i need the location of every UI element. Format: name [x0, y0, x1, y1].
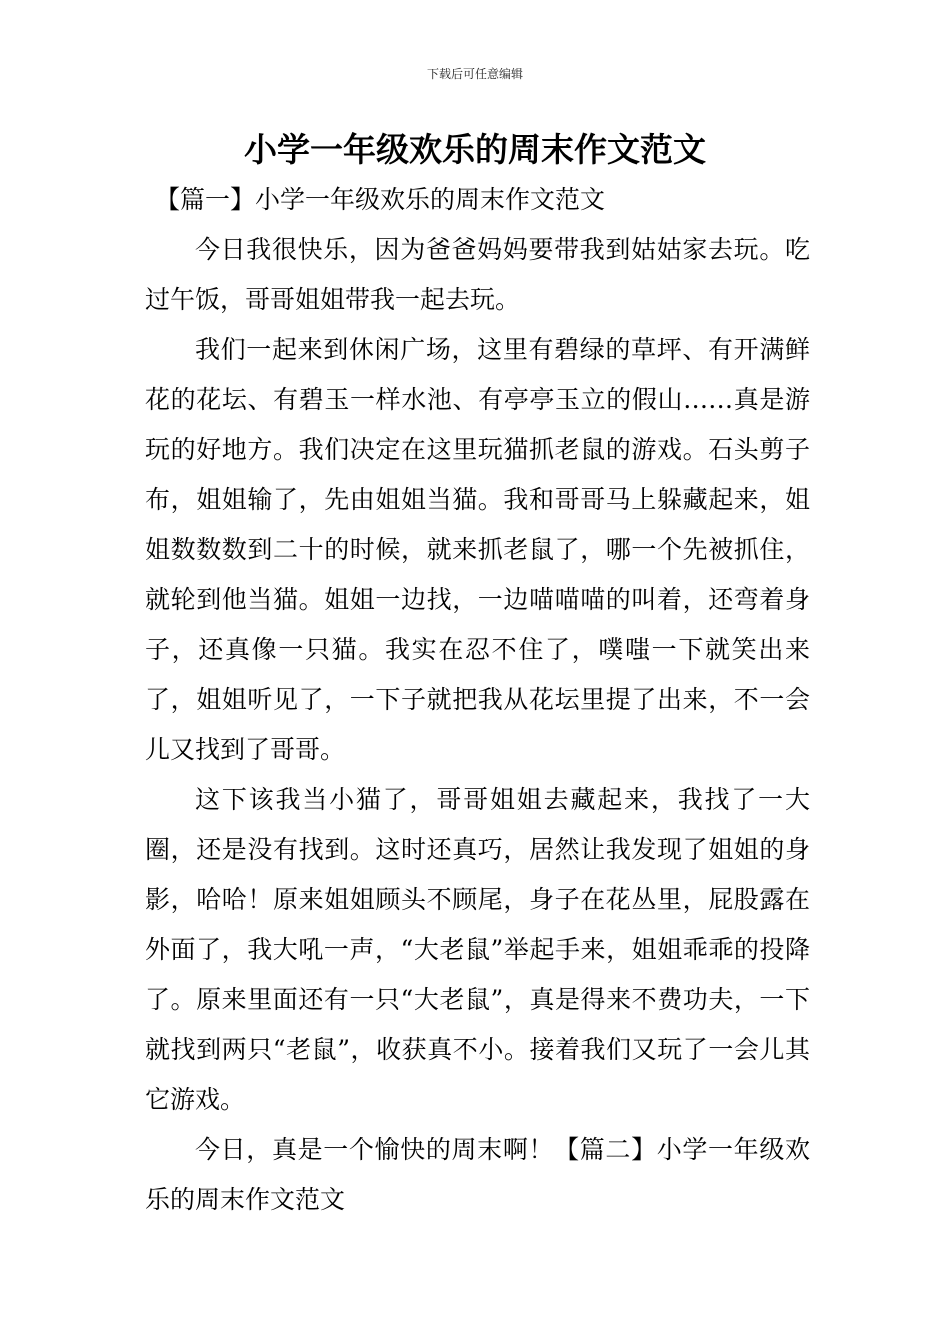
document-title: 小学一年级欢乐的周末作文范文 [244, 130, 706, 169]
paragraph-3: 这下该我当小猫了，哥哥姐姐去藏起来，我找了一大圈，还是没有找到。这时还真巧，居然让我发现了姐姐的身影，哈哈！原来姐姐顾头不顾尾，身子在花丛里，屁股露在外面了，我大吼一声，“大老鼠”举起手来，姐姐乖乖的投降了。原来里面还有一只“大老鼠”，真是得来不费功夫，一下就找到两只“老鼠”，收获真不小。接着我们又玩了一会儿其它游戏。 [145, 785, 810, 1114]
article-body [145, 225, 810, 1225]
header-note: 下载后可任意编辑 [426, 67, 523, 81]
paragraph-4: 今日，真是一个愉快的周末啊！【篇二】小学一年级欢乐的周末作文范文 [145, 1135, 810, 1214]
paragraph-1: 今日我很快乐，因为爸爸妈妈要带我到姑姑家去玩。吃过午饭，哥哥姐姐带我一起去玩。 [145, 235, 810, 314]
section-heading: 【篇一】小学一年级欢乐的周末作文范文 [155, 185, 606, 214]
paragraph-2: 我们一起来到休闲广场，这里有碧绿的草坪、有开满鲜花的花坛、有碧玉一样水池、有亭亭玉立的假山……真是游玩的好地方。我们决定在这里玩猫抓老鼠的游戏。石头剪子布，姐姐输了，先由姐姐当猫。我和哥哥马上躲藏起来，姐姐数数数到二十的时候，就来抓老鼠了，哪一个先被抓住，就轮到他当猫。姐姐一边找，一边喵喵喵的叫着，还弯着身子，还真像一只猫。我实在忍不住了，噗嗤一下就笑出来了，姐姐听见了，一下子就把我从花坛里提了出来，不一会儿又找到了哥哥。 [145, 335, 810, 764]
